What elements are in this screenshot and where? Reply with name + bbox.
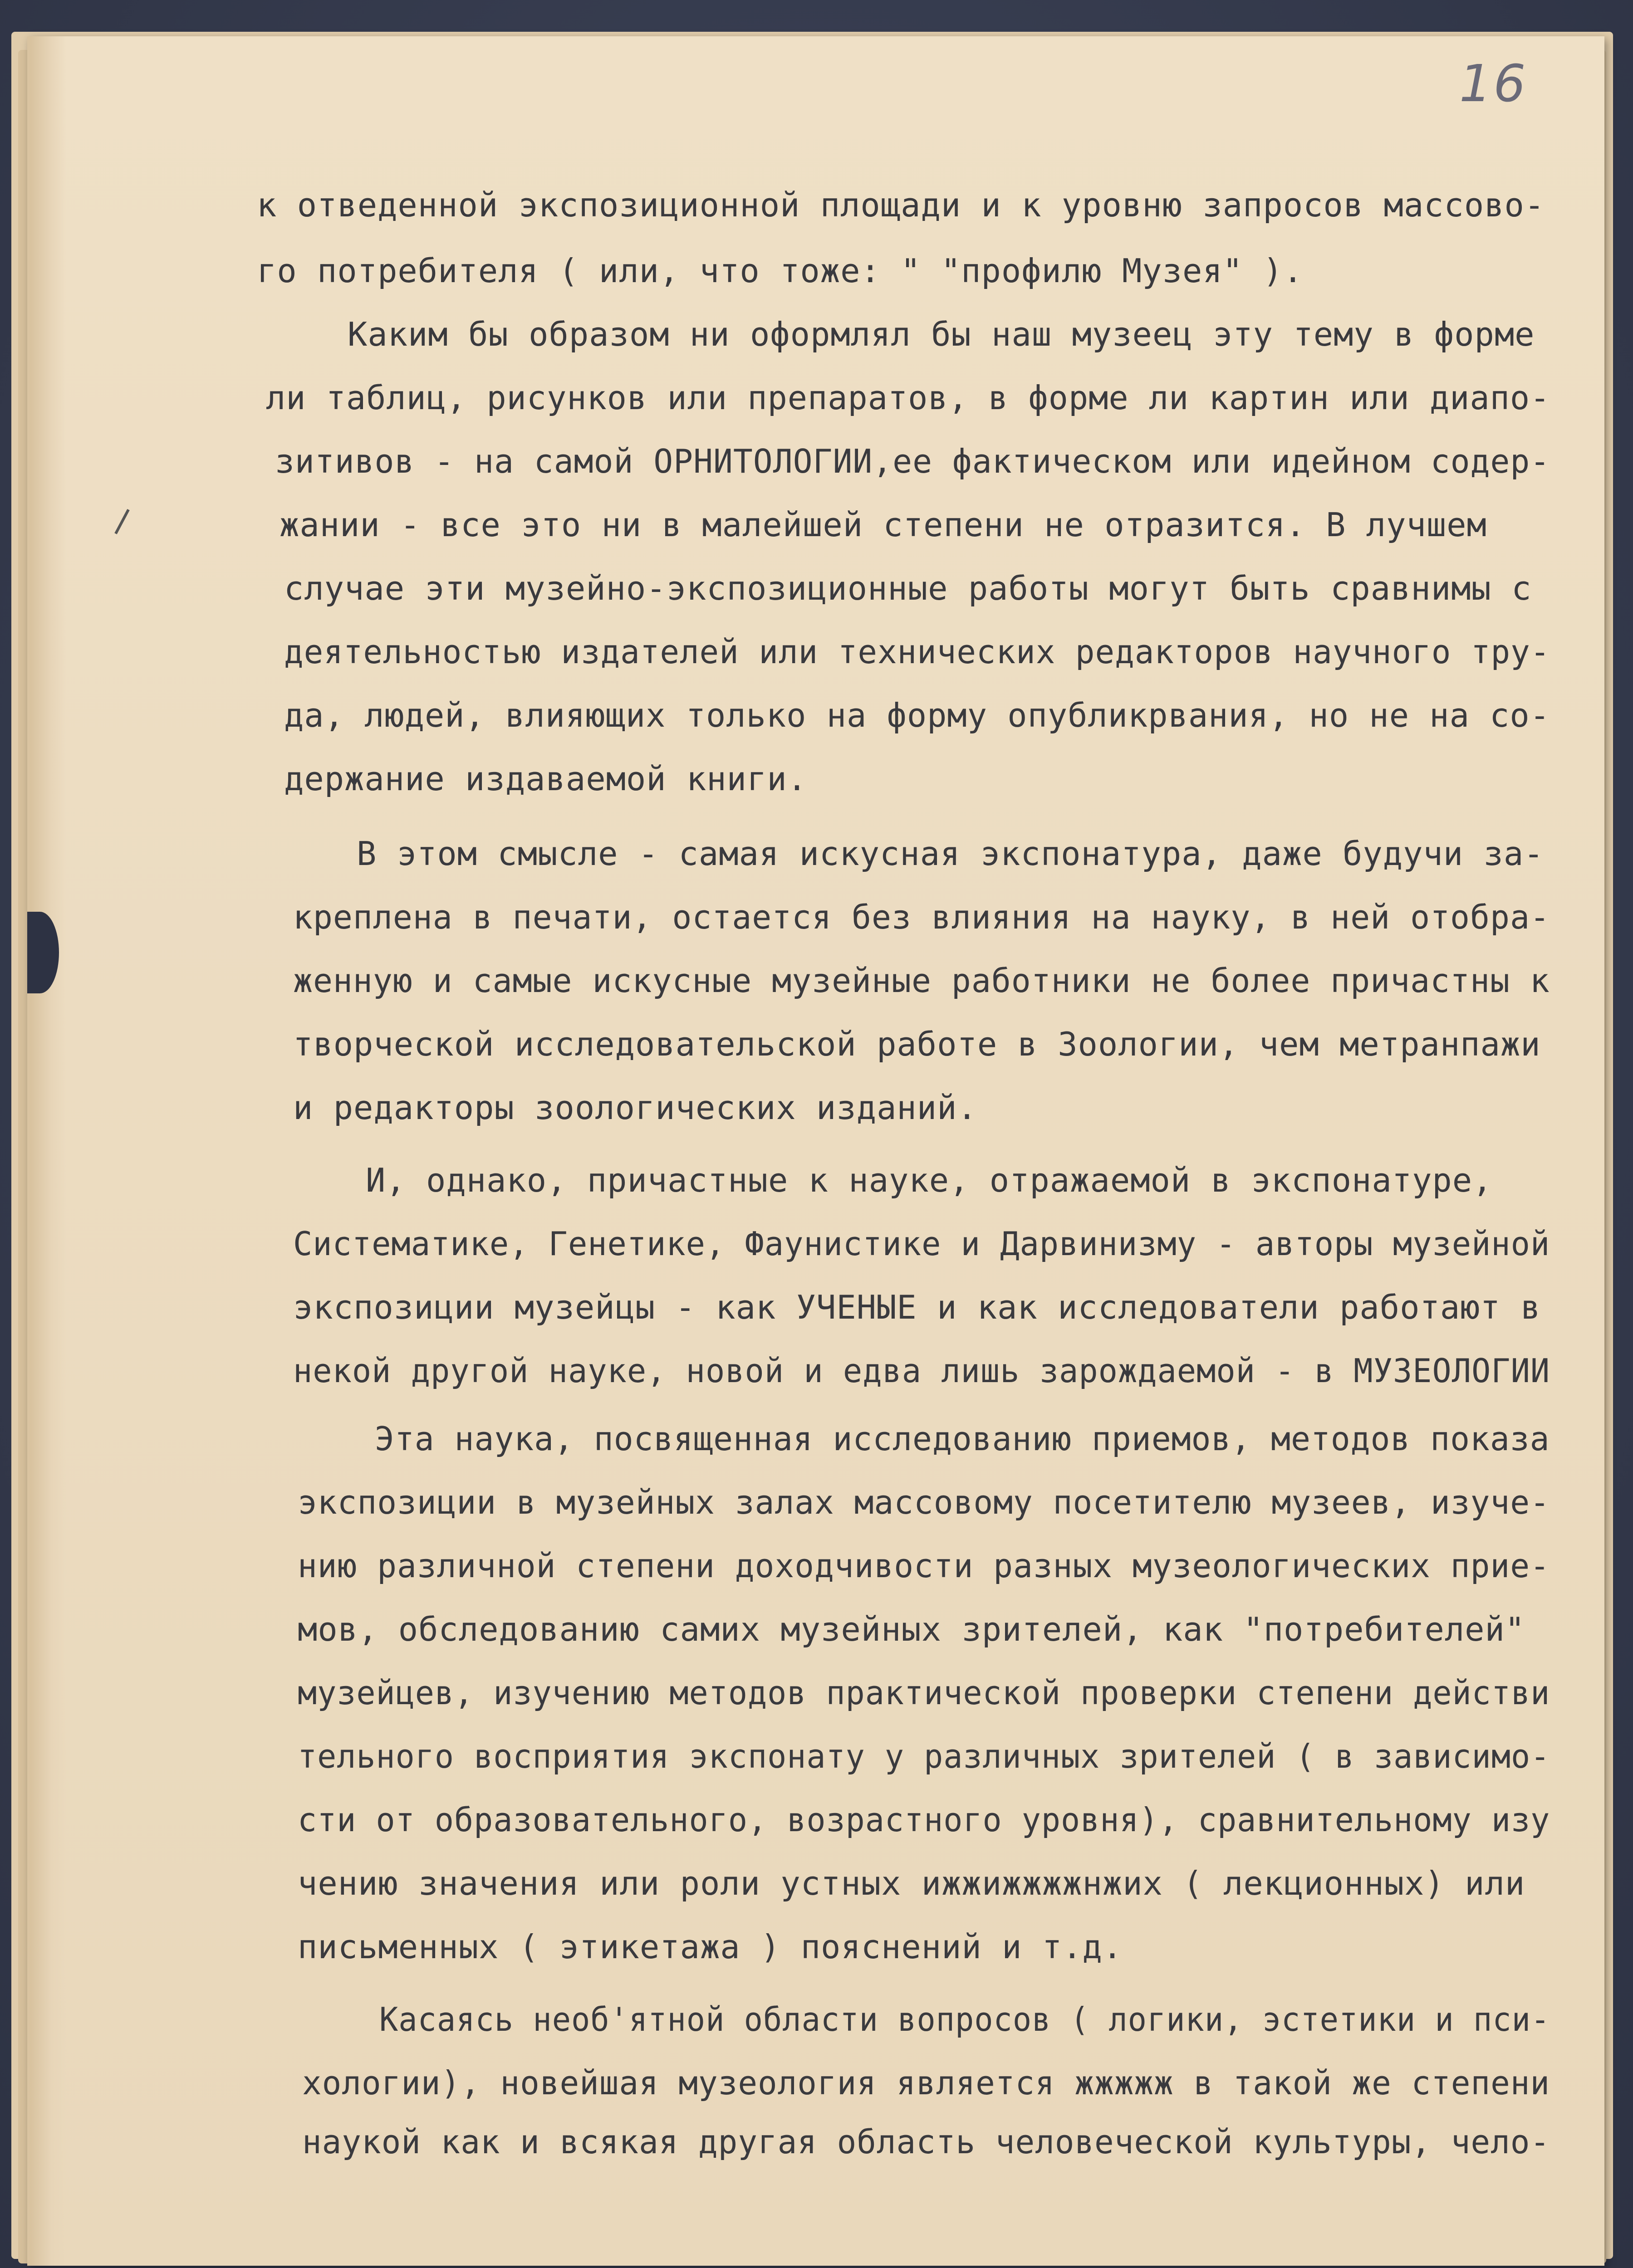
text-line: письменных ( этикетажа ) пояснений и т.д.: [298, 1928, 1123, 1966]
text-line: Каким бы образом ни оформлял бы наш музеец эту тему в форме: [348, 315, 1535, 353]
text-line: И, однако, причастные к науке, отражаемой в экспонатуре,: [366, 1161, 1493, 1199]
text-line: да, людей, влияющих только на форму опубликрвания, но не на со-: [284, 696, 1550, 734]
text-line: некой другой науке, новой и едва лишь зарождаемой - в МУЗЕОЛОГИИ: [293, 1352, 1550, 1390]
text-line: держание издаваемой книги.: [284, 760, 808, 798]
text-line: Эта наука, посвященная исследованию приемов, методов показа: [375, 1420, 1550, 1458]
text-line: ли таблиц, рисунков или препаратов, в форме ли картин или диапо-: [266, 379, 1550, 417]
page-number: 16: [1459, 54, 1528, 113]
text-line: мов, обследованию самих музейных зрителей, как "потребителей": [298, 1610, 1525, 1648]
text-line: экспозиции музейцы - как УЧЕНЫЕ и как исследователи работают в: [293, 1288, 1541, 1326]
text-line: тельного восприятия экспонату у различных зрителей ( в зависимо-: [298, 1737, 1550, 1775]
text-line: Систематике, Генетике, Фаунистике и Дарвинизму - авторы музейной: [293, 1225, 1550, 1263]
typewritten-sheet: [27, 36, 1604, 2266]
binding-edge: [30, 36, 66, 2266]
text-line: экспозиции в музейных залах массовому посетителю музеев, изуче-: [298, 1483, 1550, 1521]
text-line: креплена в печати, остается без влияния на науку, в ней отобра-: [293, 898, 1550, 936]
text-line: нию различной степени доходчивости разных музеологических прие-: [298, 1547, 1550, 1585]
text-line: хологии), новейшая музеология является жжжжж в такой же степени: [302, 2064, 1550, 2102]
text-line: случае эти музейно-экспозиционные работы могут быть сравнимы с: [284, 569, 1532, 607]
text-line: наукой как и всякая другая область человеческой культуры, чело-: [302, 2123, 1550, 2161]
text-line: жании - все это ни в малейшей степени не отразится. В лучшем: [280, 506, 1487, 544]
text-line: и редакторы зоологических изданий.: [293, 1089, 977, 1127]
text-line: деятельностью издателей или технических редакторов научного тру-: [284, 633, 1550, 671]
text-line: Касаясь необ'ятной области вопросов ( логики, эстетики и пси-: [379, 2000, 1550, 2038]
text-line: зитивов - на самой ОРНИТОЛОГИИ,ее фактическом или идейном содер-: [275, 442, 1550, 480]
text-line: женную и самые искусные музейные работники не более причастны к: [293, 962, 1550, 1000]
text-line: В этом смысле - самая искусная экспонатура, даже будучи за-: [357, 835, 1544, 873]
text-line: творческой исследовательской работе в Зоологии, чем метранпажи: [293, 1025, 1541, 1063]
text-line: го потребителя ( или, что тоже: " "профилю Музея" ).: [257, 252, 1304, 290]
text-line: к отведенной экспозиционной площади и к уровню запросов массово-: [257, 186, 1545, 224]
text-line: музейцев, изучению методов практической проверки степени действи: [298, 1674, 1550, 1712]
text-line: сти от образовательного, возрастного уровня), сравнительному изу: [298, 1801, 1550, 1839]
text-line: чению значения или роли устных ижжижжжжнжих ( лекционных) или: [298, 1864, 1525, 1902]
margin-pencil-mark: [114, 509, 129, 534]
